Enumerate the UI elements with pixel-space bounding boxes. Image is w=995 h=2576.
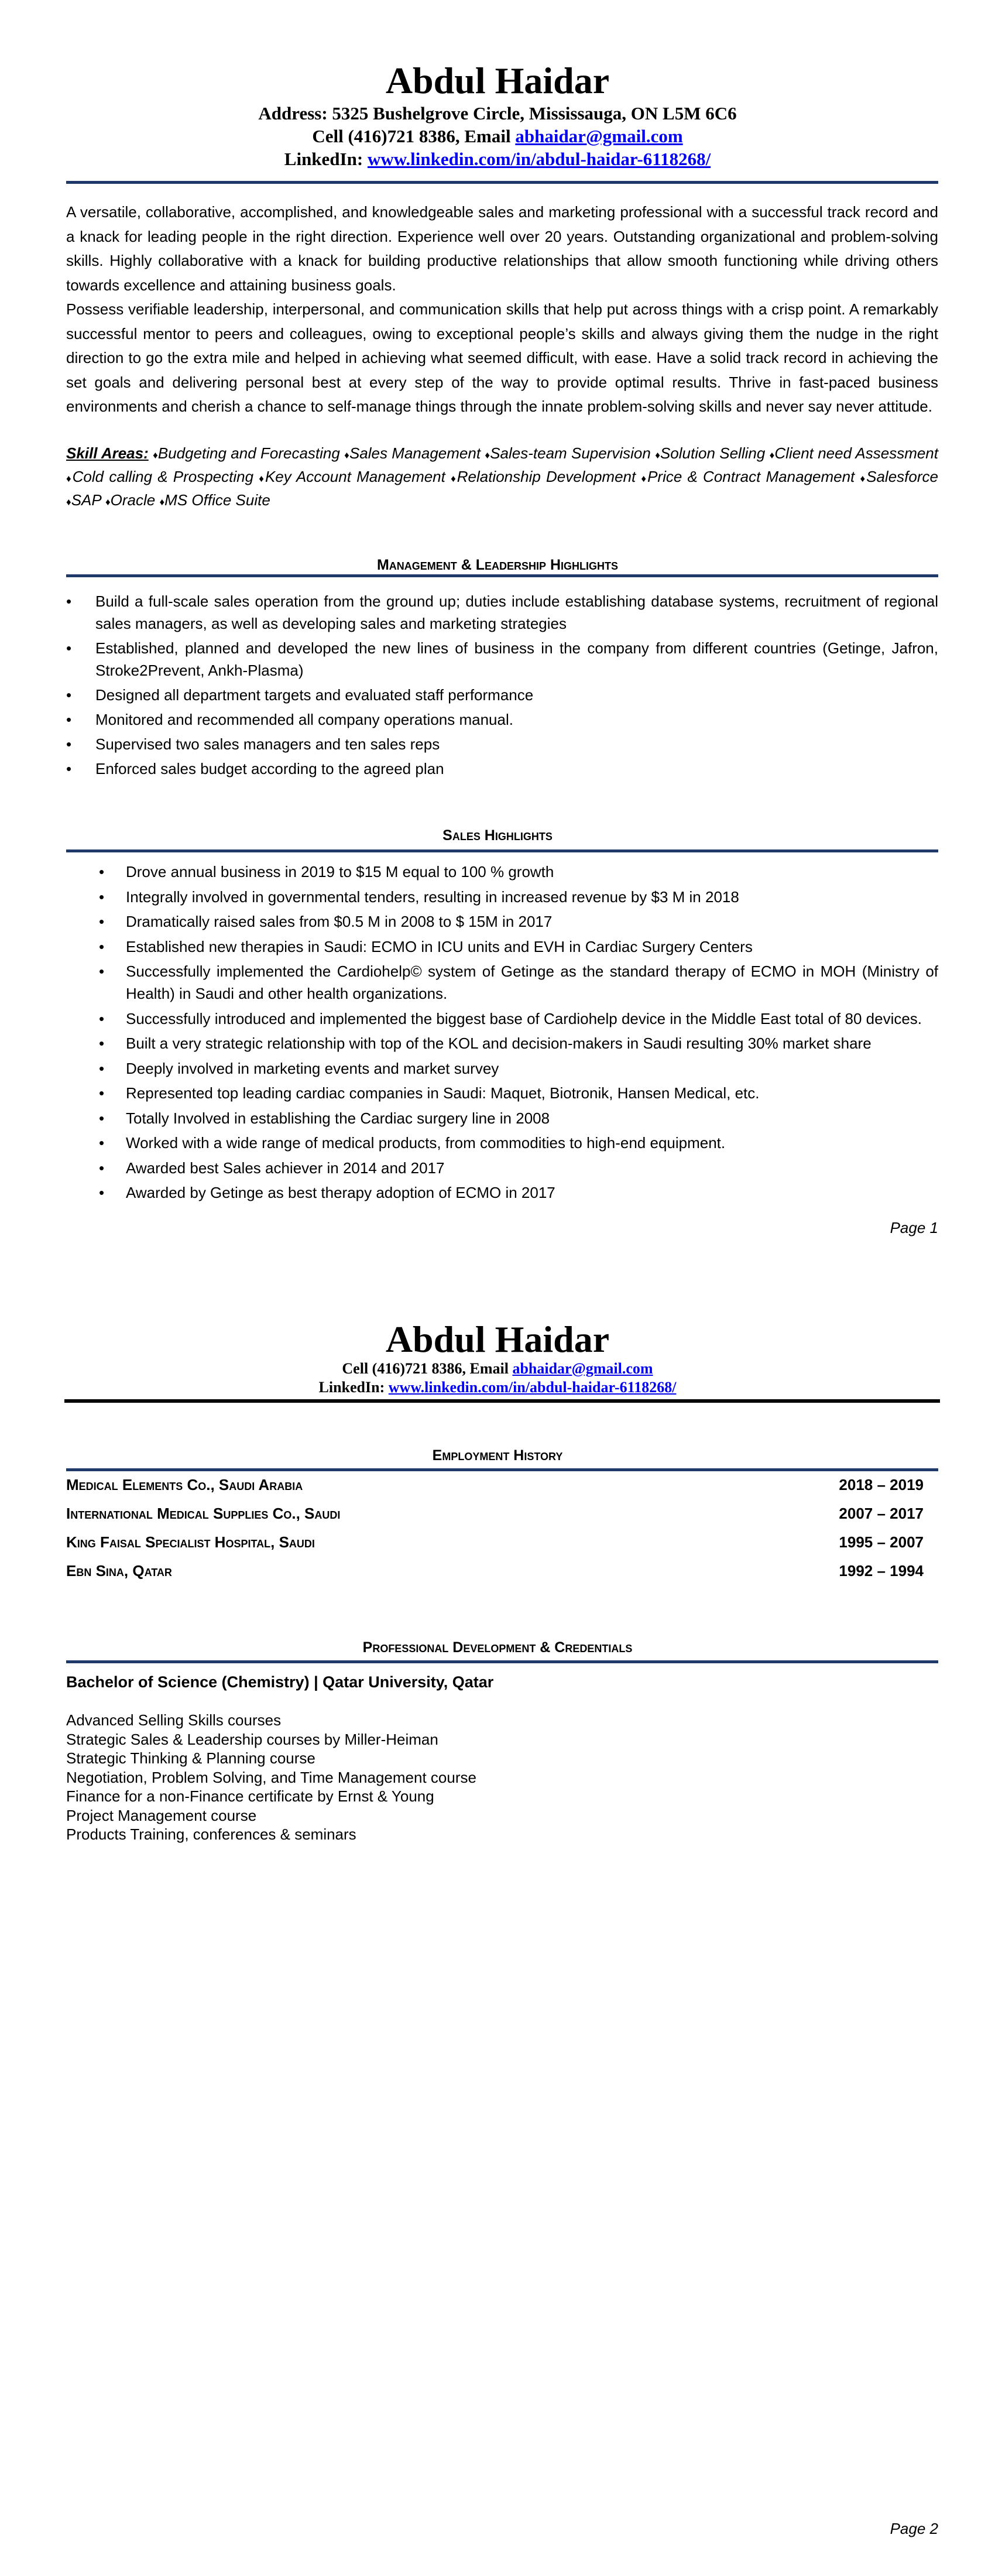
header-divider — [64, 1399, 940, 1403]
list-item-text: Represented top leading cardiac companies in Saudi: Maquet, Biotronik, Hansen Medical, etc. — [126, 1084, 760, 1102]
list-item — [66, 1008, 938, 1030]
skill-item: Client need Assessment — [774, 444, 938, 462]
skill-areas-label: Skill Areas: — [66, 444, 149, 462]
list-item-text: Build a full-scale sales operation from the ground up; duties include establishing database systems, recruitment of regional sales managers, as well as developing sales and marketing strategies — [95, 592, 938, 632]
bullet-icon: • — [66, 686, 72, 704]
linkedin-label: LinkedIn: — [318, 1379, 389, 1396]
bullet-icon: • — [99, 1159, 105, 1177]
bullet-icon: • — [99, 962, 105, 980]
course-list — [66, 1711, 476, 1844]
summary — [66, 200, 938, 419]
employment-row — [66, 1562, 924, 1580]
summary-paragraph: Possess verifiable leadership, interpersonal, and communication skills that help put across things with a crisp point. A remarkably successful mentor to peers and colleagues, owing to exceptional people’s skills and always giving them the nudge in the right direction to go the extra mile and helped in achieving what seemed difficult, with ease. Have a solid track record in achieving the set goals and delivering personal best at every step of the way to provide optimal results. Thrive in fast-paced business environments and cherish a chance to self-manage things through the innate problem-solving skills and never say never attitude. — [66, 300, 938, 415]
skill-item: Salesforce — [866, 468, 938, 485]
bullet-icon: • — [99, 1109, 105, 1127]
course-item: Advanced Selling Skills courses — [66, 1711, 282, 1729]
diamond-bullet-icon: ♦ — [66, 496, 71, 508]
employer-name: Ebn Sina, Qatar — [66, 1562, 172, 1580]
employment-row — [66, 1505, 924, 1522]
list-item — [66, 861, 938, 883]
section-title-development: Professional Development & Credentials — [362, 1639, 633, 1656]
diamond-bullet-icon: ♦ — [769, 450, 775, 461]
employment-years: 2018 – 2019 — [839, 1476, 924, 1493]
diamond-bullet-icon: ♦ — [105, 496, 111, 508]
contact-line — [0, 1359, 995, 1378]
bullet-icon: • — [99, 1184, 105, 1201]
bullet-icon: • — [99, 937, 105, 955]
course-item: Products Training, conferences & seminars — [66, 1825, 356, 1843]
list-item — [66, 708, 938, 731]
employment-row — [66, 1533, 924, 1551]
email-link[interactable]: abhaidar@gmail.com — [515, 126, 683, 146]
list-item-text: Successfully introduced and implemented the biggest base of Cardiohelp device in the Middle East total of 80 devices. — [126, 1009, 922, 1027]
linkedin-label: LinkedIn: — [284, 149, 368, 169]
section-divider — [66, 1660, 938, 1663]
skill-item: Relationship Development — [457, 468, 636, 485]
linkedin-line — [0, 148, 995, 170]
list-item-text: Enforced sales budget according to the agreed plan — [95, 760, 444, 777]
list-item-text: Supervised two sales managers and ten sales reps — [95, 735, 440, 753]
skill-item: MS Office Suite — [164, 491, 270, 509]
list-item-text: Built a very strategic relationship with top of the KOL and decision-makers in Saudi resulting 30% market share — [126, 1034, 872, 1052]
course-item: Strategic Thinking & Planning course — [66, 1749, 315, 1767]
page-number: Page 1 — [890, 1219, 938, 1236]
diamond-bullet-icon: ♦ — [655, 450, 660, 461]
employment-years: 2007 – 2017 — [839, 1505, 924, 1522]
course-item: Project Management course — [66, 1806, 257, 1824]
employment-list — [66, 1476, 924, 1591]
list-item-text: Awarded best Sales achiever in 2014 and 2017 — [126, 1159, 445, 1177]
contact-line — [0, 125, 995, 148]
list-item-text: Awarded by Getinge as best therapy adoption of ECMO in 2017 — [126, 1184, 555, 1201]
list-item-text: Established, planned and developed the new lines of business in the company from different countries (Getinge, Jafron, Stroke2Prevent, Ankh-Plasma) — [95, 639, 938, 679]
skill-item: Sales-team Supervision — [490, 444, 651, 462]
course-item: Strategic Sales & Leadership courses by Miller-Heiman — [66, 1730, 438, 1748]
list-item — [66, 590, 938, 635]
list-item-text: Dramatically raised sales from $0.5 M in 2008 to $ 15M in 2017 — [126, 913, 553, 930]
list-item — [66, 1157, 938, 1179]
bullet-icon: • — [66, 760, 72, 777]
bullet-icon: • — [99, 1034, 105, 1052]
linkedin-line — [0, 1378, 995, 1397]
employer-name: King Faisal Specialist Hospital, Saudi — [66, 1533, 315, 1551]
linkedin-link[interactable]: www.linkedin.com/in/abdul-haidar-6118268/ — [388, 1379, 677, 1396]
bullet-icon: • — [66, 735, 72, 753]
list-item-text: Totally Involved in establishing the Cardiac surgery line in 2008 — [126, 1109, 550, 1127]
list-item-text: Deeply involved in marketing events and market survey — [126, 1059, 499, 1077]
employment-years: 1992 – 1994 — [839, 1562, 924, 1580]
list-item — [66, 886, 938, 908]
address-line: Address: 5325 Bushelgrove Circle, Mississauga, ON L5M 6C6 — [258, 103, 737, 124]
list-item — [66, 733, 938, 755]
list-item — [66, 758, 938, 780]
bullet-icon: • — [66, 711, 72, 728]
list-item — [66, 1057, 938, 1080]
list-item-text: Designed all department targets and evaluated staff performance — [95, 686, 534, 704]
list-item-text: Monitored and recommended all company operations manual. — [95, 711, 513, 728]
cell-text: Cell (416)721 8386, Email — [342, 1360, 513, 1377]
management-list — [66, 590, 938, 782]
skill-item: Cold calling & Prospecting — [72, 468, 254, 485]
section-divider — [66, 849, 938, 852]
list-item-text: Drove annual business in 2019 to $15 M equal to 100 % growth — [126, 863, 554, 881]
diamond-bullet-icon: ♦ — [485, 450, 490, 461]
list-item — [66, 1181, 938, 1204]
skill-item: Solution Selling — [660, 444, 766, 462]
summary-paragraph: A versatile, collaborative, accomplished, and knowledgeable sales and marketing professional with a successful track record and a knack for leading people in the right direction. Experience well over 20 years. Outstanding organizational and problem-solving skills. Highly collaborative with a knack for building productive relationships that allow smooth functioning while driving others towards excellence and attaining business goals. — [66, 203, 938, 294]
list-item — [66, 960, 938, 1005]
sales-list — [66, 861, 938, 1207]
list-item-text: Established new therapies in Saudi: ECMO in ICU units and EVH in Cardiac Surgery Centers — [126, 937, 753, 955]
list-item — [66, 936, 938, 958]
employer-name: Medical Elements Co., Saudi Arabia — [66, 1476, 303, 1493]
section-divider — [66, 1468, 938, 1471]
bullet-icon: • — [99, 863, 105, 881]
resume-name: Abdul Haidar — [385, 60, 610, 101]
bullet-icon: • — [66, 639, 72, 657]
list-item-text: Successfully implemented the Cardiohelp© system of Getinge as the standard therapy of ECMO in MOH (Ministry of Health) in Saudi and other health organizations. — [126, 962, 938, 1002]
course-item: Negotiation, Problem Solving, and Time Management course — [66, 1768, 476, 1786]
list-item-text: Worked with a wide range of medical products, from commodities to high-end equipment. — [126, 1134, 726, 1152]
resume-name: Abdul Haidar — [385, 1318, 610, 1360]
list-item — [66, 637, 938, 681]
bullet-icon: • — [99, 1134, 105, 1152]
list-item — [66, 1082, 938, 1104]
skill-item: Price & Contract Management — [647, 468, 855, 485]
page-number: Page 2 — [890, 2520, 938, 2537]
list-item — [66, 1132, 938, 1154]
section-title-sales: Sales Highlights — [442, 827, 553, 844]
list-item — [66, 1032, 938, 1054]
diamond-bullet-icon: ♦ — [860, 473, 867, 484]
diamond-bullet-icon: ♦ — [451, 473, 457, 484]
list-item — [66, 910, 938, 933]
linkedin-link[interactable]: www.linkedin.com/in/abdul-haidar-6118268/ — [367, 149, 711, 169]
bullet-icon: • — [99, 913, 105, 930]
diamond-bullet-icon: ♦ — [641, 473, 648, 484]
diamond-bullet-icon: ♦ — [66, 473, 73, 484]
skill-list — [66, 444, 938, 509]
diamond-bullet-icon: ♦ — [153, 450, 158, 461]
employment-row — [66, 1476, 924, 1493]
cell-text: Cell (416)721 8386, Email — [312, 126, 516, 146]
course-item: Finance for a non-Finance certificate by Ernst & Young — [66, 1787, 434, 1805]
skill-item: Key Account Management — [265, 468, 445, 485]
skill-item: Oracle — [110, 491, 156, 509]
skill-item: Budgeting and Forecasting — [157, 444, 340, 462]
section-title-employment: Employment History — [432, 1447, 563, 1464]
section-title-management: Management & Leadership Highlights — [376, 557, 619, 573]
diamond-bullet-icon: ♦ — [159, 496, 165, 508]
list-item — [66, 684, 938, 706]
list-item — [66, 1107, 938, 1129]
degree: Bachelor of Science (Chemistry) | Qatar University, Qatar — [66, 1673, 494, 1691]
list-item-text: Integrally involved in governmental tenders, resulting in increased revenue by $3 M in 2018 — [126, 888, 739, 906]
section-divider — [66, 574, 938, 577]
employer-name: International Medical Supplies Co., Saudi — [66, 1505, 341, 1522]
bullet-icon: • — [99, 1059, 105, 1077]
employment-years: 1995 – 2007 — [839, 1533, 924, 1551]
diamond-bullet-icon: ♦ — [344, 450, 349, 461]
bullet-icon: • — [99, 1009, 105, 1027]
diamond-bullet-icon: ♦ — [259, 473, 265, 484]
bullet-icon: • — [99, 888, 105, 906]
header-divider — [66, 181, 938, 184]
skill-item: Sales Management — [349, 444, 481, 462]
bullet-icon: • — [66, 592, 72, 610]
skill-areas — [66, 443, 938, 513]
bullet-icon: • — [99, 1084, 105, 1102]
email-link[interactable]: abhaidar@gmail.com — [512, 1360, 653, 1377]
skill-item: SAP — [71, 491, 101, 509]
